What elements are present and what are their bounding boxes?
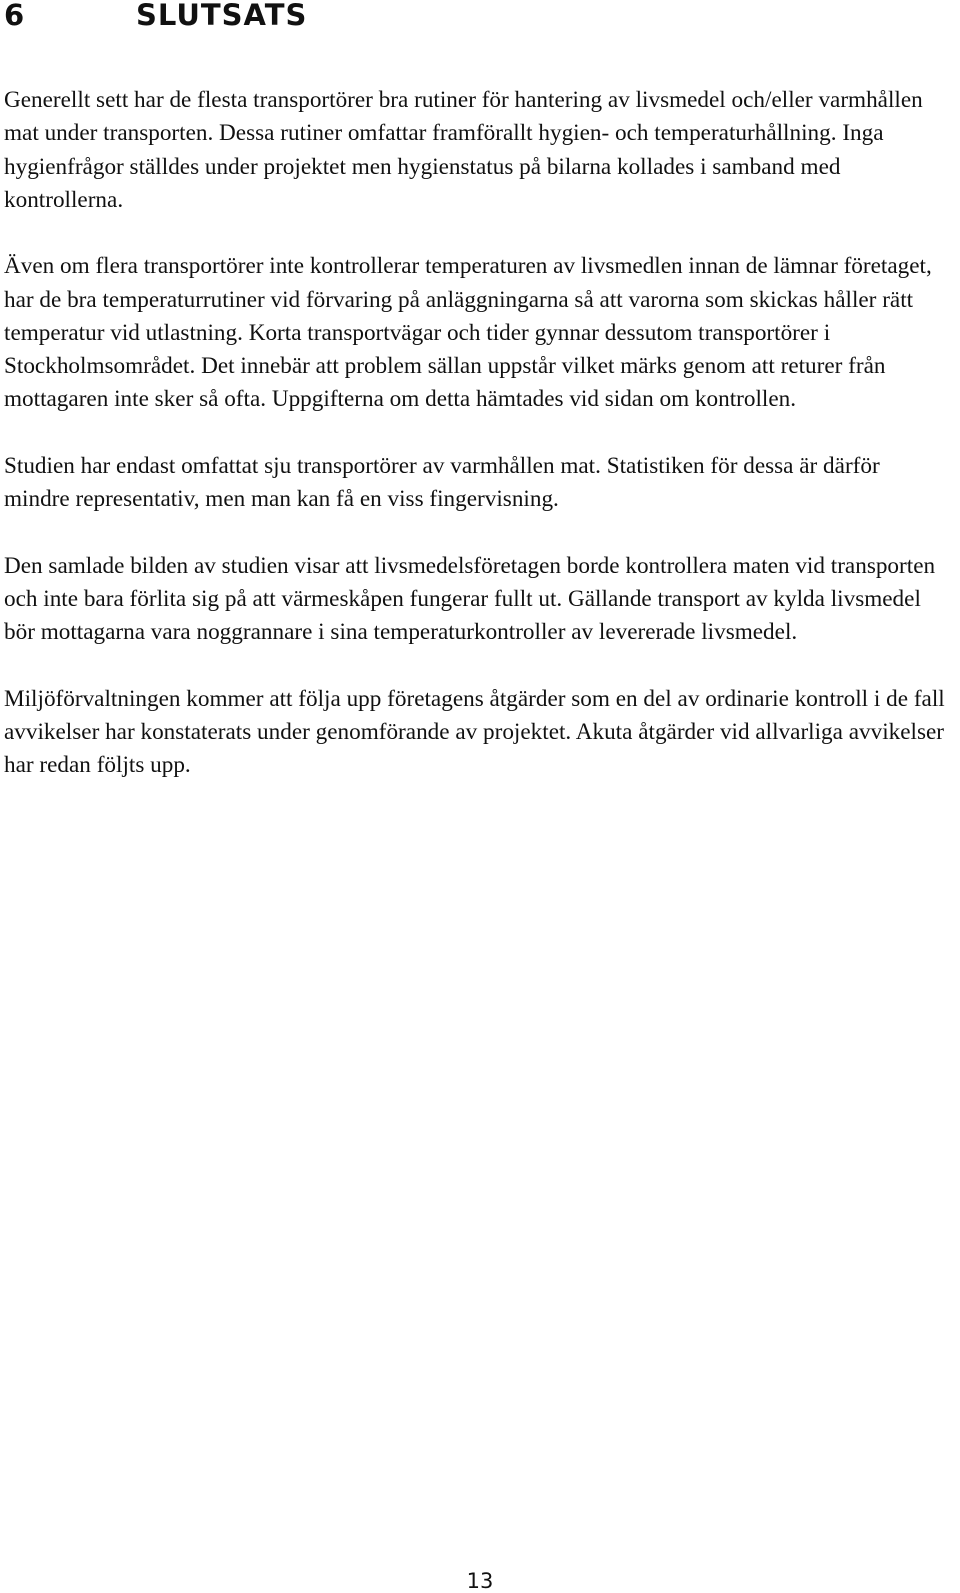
paragraph: Den samlade bilden av studien visar att livsmedelsföretagen borde kontrollera maten vid transporten och inte bara förlita sig på att värmeskåpen fungerar fullt ut. Gällande transport av kylda livsmedel bör mottagarna vara noggrannare i sina temperaturkontroller av levererade livsmedel.: [4, 552, 936, 646]
paragraph: Generellt sett har de flesta transportörer bra rutiner för hantering av livsmedel och/eller varmhållen mat under transporten. Dessa rutiner omfattar framförallt hygien- och temperaturhållning. Inga hygienfrågor ställdes under projektet men hygienstatus på bilarna kollades i samband med kontrollerna.: [4, 87, 923, 213]
paragraph: Miljöförvaltningen kommer att följa upp företagens åtgärder som en del av ordinarie kontroll i de fall avvikelser har konstaterats under genomförande av projektet. Akuta åtgärder vid allvarliga avvikelser har redan följts upp.: [4, 685, 945, 779]
paragraph: Även om flera transportörer inte kontrollerar temperaturen av livsmedlen innan de lämnar företaget, har de bra temperaturrutiner vid förvaring på anläggningarna så att varorna som skickas håller rätt temperatur vid utlastning. Korta transportvägar och tider gynnar dessutom transportörer i Stockholmsområdet. Det innebär att problem sällan uppstår vilket märks genom att returer från mottagaren inte sker så ofta. Uppgifterna om detta hämtades vid sidan om kontrollen.: [4, 253, 932, 413]
section-heading: [4, 0, 307, 30]
paragraph: Studien har endast omfattat sju transportörer av varmhållen mat. Statistiken för dessa är därför mindre representativ, men man kan få en viss fingervisning.: [4, 452, 880, 513]
section-title: SLUTSATS: [136, 0, 308, 32]
page-number: 13: [466, 1569, 494, 1593]
section-number: 6: [4, 0, 26, 32]
body-text: [4, 84, 950, 816]
